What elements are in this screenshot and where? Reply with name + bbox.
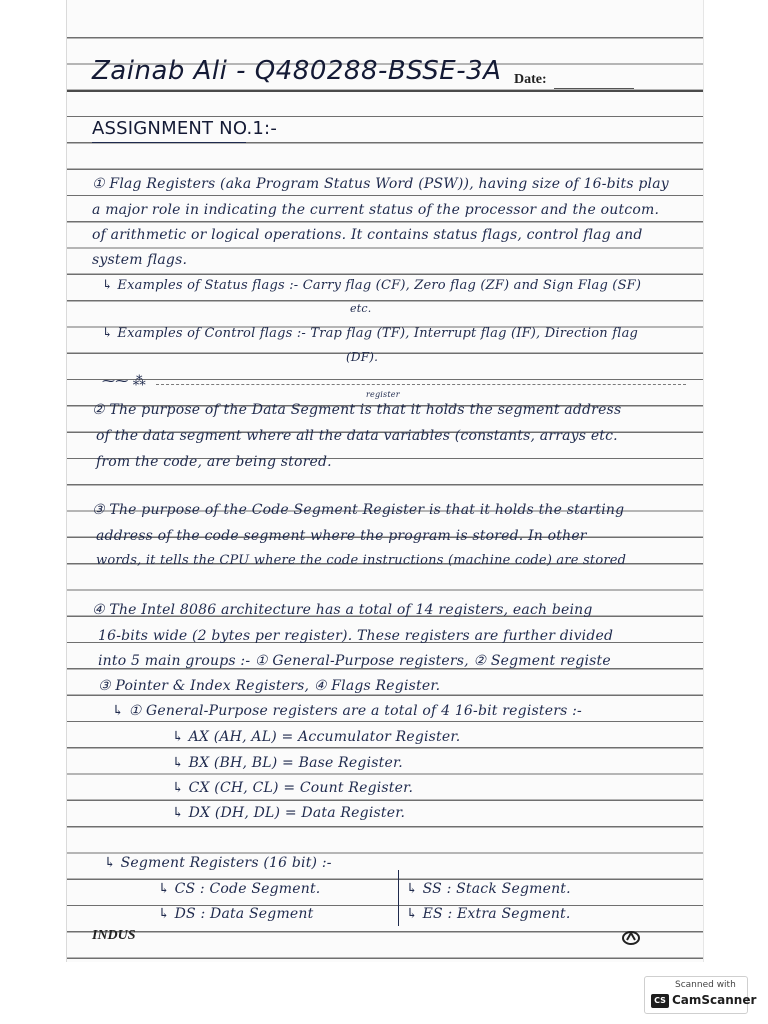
q3-line: address of the code segment where the program is stored. In other — [96, 528, 587, 544]
q4-line: ③ Pointer & Index Registers, ④ Flags Register. — [98, 678, 441, 694]
segment-registers-title: ↳ Segment Registers (16 bit) :- — [104, 855, 332, 871]
control-flags-example: ↳ Examples of Control flags :- Trap flag (TF), Interrupt flag (IF), Direction flag — [102, 326, 639, 341]
segment-column-divider — [398, 870, 399, 926]
status-flags-example: ↳ Examples of Status flags :- Carry flag (CF), Zero flag (ZF) and Sign Flag (SF) — [102, 278, 642, 293]
register-item: ↳ CX (CH, CL) = Count Register. — [172, 780, 414, 796]
general-purpose-line: ↳ ① General-Purpose registers are a total of 4 16-bit registers :- — [112, 703, 582, 719]
header-rule — [67, 90, 703, 92]
q3-line: ③ The purpose of the Code Segment Register is that it holds the starting — [92, 502, 625, 518]
date-line — [554, 88, 634, 89]
q4-line: into 5 main groups :- ① General-Purpose registers, ② Segment registe — [98, 653, 611, 669]
q2-line: of the data segment where all the data variables (constants, arrays etc. — [96, 428, 618, 444]
camscanner-watermark — [644, 976, 757, 1014]
insert-note: register — [366, 390, 400, 399]
segment-item: ↳ ES : Extra Segment. — [406, 906, 571, 922]
q1-line: system flags. — [92, 252, 188, 268]
scanned-with-label: Scanned with — [675, 980, 736, 990]
control-flags-df: (DF). — [346, 350, 379, 364]
section-divider — [156, 384, 686, 385]
segment-item: ↳ CS : Code Segment. — [158, 881, 321, 897]
q4-line: 16-bits wide (2 bytes per register). These registers are further divided — [98, 628, 614, 644]
segment-item: ↳ SS : Stack Segment. — [406, 881, 571, 897]
scribble-mark: ⁓⁓ ⁂ — [102, 374, 146, 389]
q3-line: words, it tells the CPU where the code instructions (machine code) are stored — [96, 553, 627, 568]
status-flags-etc: etc. — [350, 302, 372, 315]
register-item: ↳ DX (DH, DL) = Data Register. — [172, 805, 406, 821]
q2-line: ② The purpose of the Data Segment is that it holds the segment address — [92, 402, 622, 418]
date-label: Date: — [514, 72, 547, 87]
register-item: ↳ AX (AH, AL) = Accumulator Register. — [172, 729, 461, 745]
q1-line: of arithmetic or logical operations. It contains status flags, control flag and — [92, 227, 643, 243]
q1-line: a major role in indicating the current status of the processor and the outcom. — [92, 202, 660, 218]
q2-line: from the code, are being stored. — [96, 454, 332, 470]
register-item: ↳ BX (BH, BL) = Base Register. — [172, 755, 403, 771]
camscanner-icon: CS — [651, 994, 669, 1008]
q1-line: ① Flag Registers (aka Program Status Word (PSW)), having size of 16-bits play — [92, 176, 669, 192]
heading-underline — [92, 142, 246, 143]
q4-line: ④ The Intel 8086 architecture has a total of 14 registers, each being — [92, 602, 593, 618]
assignment-heading: ASSIGNMENT NO.1:- — [92, 118, 278, 139]
camscanner-brand: CamScanner — [672, 993, 757, 1007]
segment-item: ↳ DS : Data Segment — [158, 906, 314, 922]
page-title: Zainab Ali - Q480288-BSSE-3A — [92, 56, 502, 86]
notebook-brand: INDUS — [92, 928, 136, 943]
notebook-logo-icon — [620, 928, 642, 946]
